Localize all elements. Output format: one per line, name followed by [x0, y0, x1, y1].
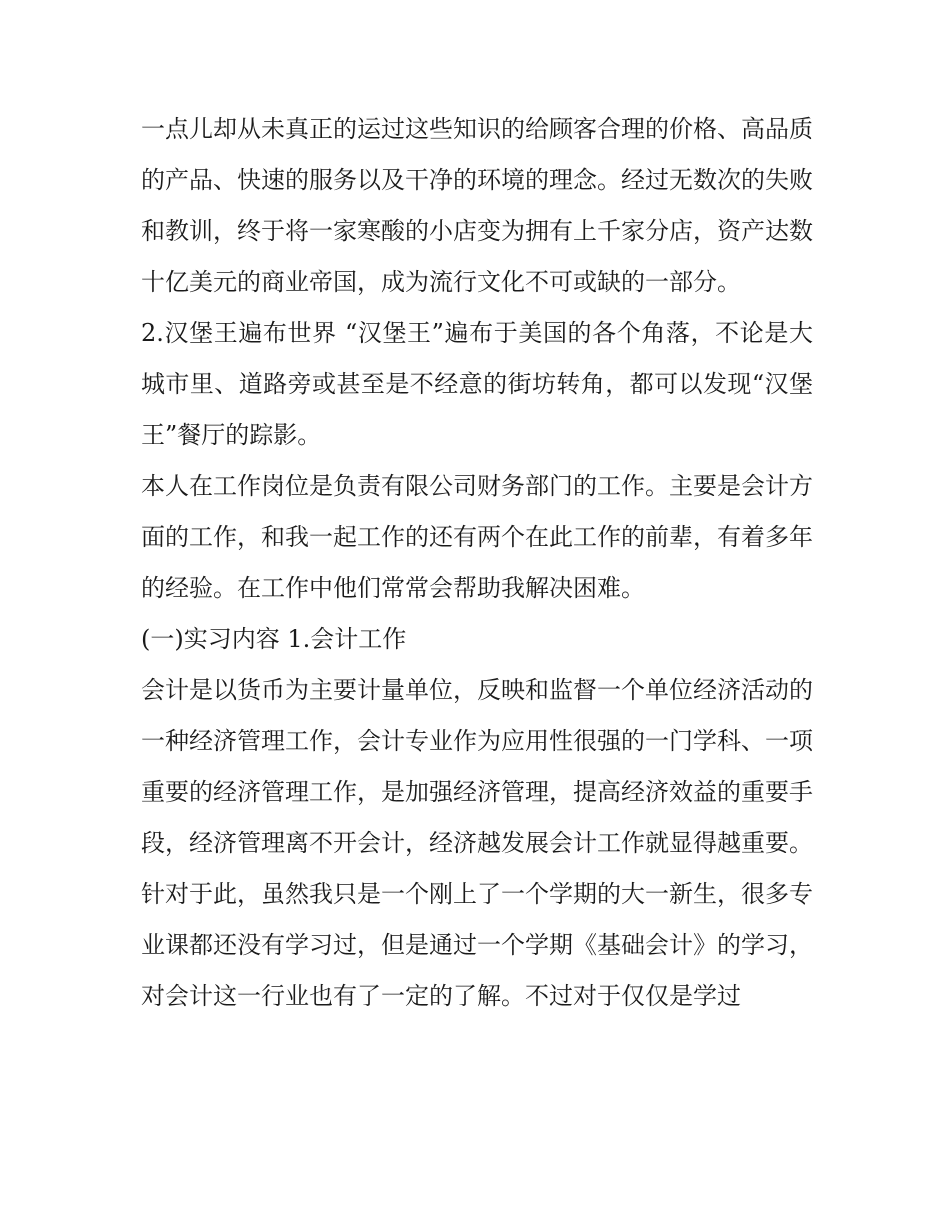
section-heading-internship-content: (一)实习内容 1.会计工作 — [141, 625, 407, 653]
paragraph-freshman-study: 针对于此，虽然我只是一个刚上了一个学期的大一新生，很多专业课都还没有学习过，但是通过一个学期《基础会计》的学习，对会计这一行业也有了一定的了解。不过对于仅仅是学过 — [141, 880, 813, 1010]
paragraph-job-role: 本人在工作岗位是负责有限公司财务部门的工作。主要是会计方面的工作，和我一起工作的还有两个在此工作的前辈，有着多年的经验。在工作中他们常常会帮助我解决困难。 — [141, 472, 813, 602]
paragraph-burger-king: 2.汉堡王遍布世界 “汉堡王”遍布于美国的各个角落，不论是大城市里、道路旁或甚至是不经意的街坊转角，都可以发现“汉堡王”餐厅的踪影。 — [141, 319, 813, 449]
paragraph-accounting-definition: 会计是以货币为主要计量单位，反映和监督一个单位经济活动的一种经济管理工作，会计专业作为应用性很强的一门学科、一项重要的经济管理工作，是加强经济管理，提高经济效益的重要手段，经济管理离不开会计，经济越发展会计工作就显得越重要。 — [141, 676, 813, 857]
paragraph-intro: 一点儿却从未真正的运过这些知识的给顾客合理的价格、高品质的产品、快速的服务以及干净的环境的理念。经过无数次的失败和教训，终于将一家寒酸的小店变为拥有上千家分店，资产达数十亿美元的商业帝国，成为流行文化不可或缺的一部分。 — [141, 115, 813, 296]
document-page — [141, 104, 813, 1022]
